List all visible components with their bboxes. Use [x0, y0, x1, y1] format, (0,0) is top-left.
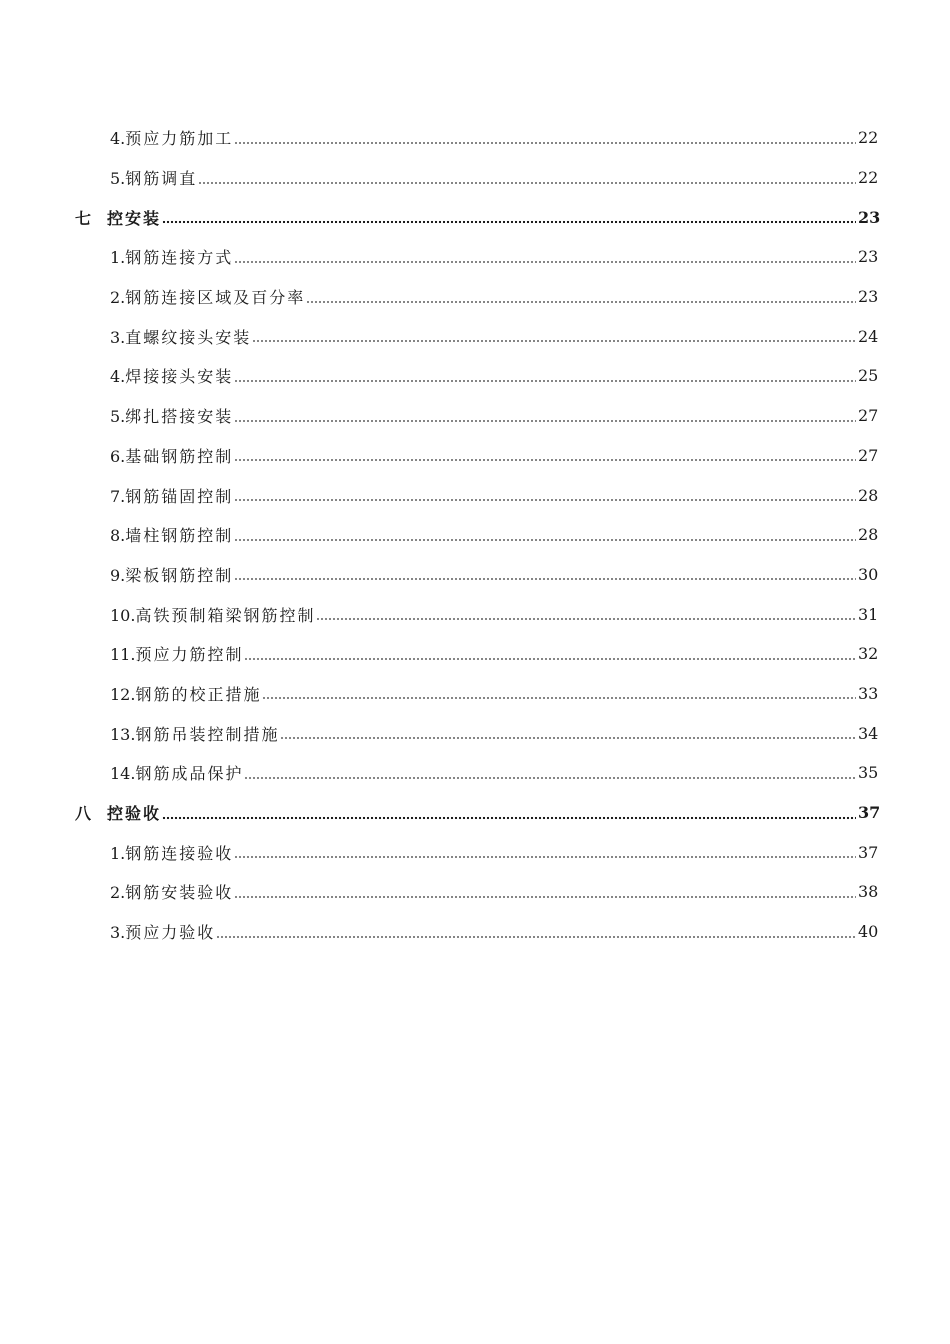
toc-entry-title: 钢筋的校正措施 — [135, 684, 262, 704]
toc-entry-label — [110, 444, 233, 467]
toc-entry[interactable] — [0, 158, 950, 198]
dot-leader — [316, 606, 856, 622]
dot-leader — [162, 805, 856, 821]
toc-entry-title: 墙柱钢筋控制 — [125, 526, 234, 546]
toc-entry[interactable] — [0, 396, 950, 436]
toc-chapter-entry[interactable] — [0, 793, 950, 833]
toc-entry-title: 预应力验收 — [125, 923, 216, 943]
toc-entry[interactable] — [0, 277, 950, 317]
toc-entry[interactable] — [0, 475, 950, 515]
toc-entry-title: 钢筋调直 — [125, 169, 198, 189]
toc-entry-title: 钢筋成品保护 — [135, 764, 244, 784]
toc-entry-label — [110, 563, 233, 586]
toc-entry-number: 5. — [110, 407, 126, 427]
toc-entry-number: 4. — [110, 129, 126, 149]
toc-entry-number: 3. — [110, 923, 126, 943]
toc-entry-page: 31 — [858, 604, 879, 624]
toc-entry-number: 1. — [110, 843, 126, 863]
toc-entry-label — [110, 484, 233, 507]
toc-entry-label — [110, 920, 215, 943]
toc-chapter-entry[interactable] — [0, 197, 950, 237]
dot-leader — [234, 249, 856, 265]
toc-entry-label — [110, 364, 233, 387]
toc-chapter-number: 八 — [75, 804, 92, 824]
toc-entry[interactable] — [0, 713, 950, 753]
toc-entry-number: 3. — [110, 327, 126, 347]
toc-entry-page: 22 — [858, 168, 879, 188]
toc-entry-page: 28 — [858, 525, 879, 545]
toc-entry[interactable] — [0, 436, 950, 476]
toc-entry-number: 11. — [110, 645, 136, 665]
dot-leader — [234, 408, 856, 424]
toc-entry[interactable] — [0, 515, 950, 555]
dot-leader — [234, 487, 856, 503]
toc-entry-page: 37 — [858, 803, 881, 823]
toc-entry-title: 钢筋锚固控制 — [125, 486, 234, 506]
toc-entry-page: 37 — [858, 842, 879, 862]
toc-entry-label — [110, 325, 251, 348]
toc-entry-label — [110, 880, 233, 903]
toc-entry-page: 34 — [858, 723, 879, 743]
dot-leader — [234, 368, 856, 384]
table-of-contents — [0, 118, 950, 951]
toc-entry-page: 30 — [858, 564, 879, 584]
toc-entry-label — [110, 166, 197, 189]
toc-entry-title: 高铁预制箱梁钢筋控制 — [135, 605, 316, 625]
toc-entry-label — [110, 523, 233, 546]
dot-leader — [262, 685, 856, 701]
toc-entry-number: 4. — [110, 367, 126, 387]
toc-entry-number: 8. — [110, 526, 126, 546]
toc-entry[interactable] — [0, 237, 950, 277]
toc-entry-number: 2. — [110, 288, 126, 308]
toc-entry-title: 预应力筋加工 — [125, 129, 234, 149]
toc-entry[interactable] — [0, 674, 950, 714]
toc-entry-page: 27 — [858, 406, 879, 426]
toc-entry[interactable] — [0, 753, 950, 793]
toc-entry-label — [110, 841, 233, 864]
toc-entry-page: 27 — [858, 445, 879, 465]
dot-leader — [244, 765, 856, 781]
toc-entry-title: 焊接接头安装 — [125, 367, 234, 387]
toc-entry[interactable] — [0, 832, 950, 872]
toc-entry-page: 25 — [858, 366, 879, 386]
toc-entry-page: 35 — [858, 763, 879, 783]
toc-entry-number: 1. — [110, 248, 126, 268]
toc-entry[interactable] — [0, 316, 950, 356]
toc-entry-title: 直螺纹接头安装 — [125, 327, 252, 347]
toc-entry-page: 38 — [858, 882, 879, 902]
toc-entry-page: 23 — [858, 207, 881, 227]
toc-chapter-title: 控安装 — [107, 208, 162, 228]
toc-entry[interactable] — [0, 912, 950, 952]
toc-entry-label — [110, 642, 243, 665]
toc-entry-label — [110, 245, 233, 268]
dot-leader — [252, 328, 856, 344]
toc-entry-title: 钢筋连接区域及百分率 — [125, 288, 306, 308]
toc-entry[interactable] — [0, 634, 950, 674]
dot-leader — [234, 566, 856, 582]
toc-entry-title: 绑扎搭接安装 — [125, 407, 234, 427]
dot-leader — [244, 646, 856, 662]
toc-entry[interactable] — [0, 356, 950, 396]
dot-leader — [234, 447, 856, 463]
toc-entry-title: 钢筋连接方式 — [125, 248, 234, 268]
toc-entry-number: 12. — [110, 684, 136, 704]
dot-leader — [234, 130, 856, 146]
toc-entry-page: 32 — [858, 644, 879, 664]
toc-entry-number: 14. — [110, 764, 136, 784]
dot-leader — [198, 170, 856, 186]
toc-entry-number: 5. — [110, 169, 126, 189]
toc-entry-title: 基础钢筋控制 — [125, 446, 234, 466]
dot-leader — [162, 209, 856, 225]
toc-entry-number: 13. — [110, 724, 136, 744]
toc-entry-page: 23 — [858, 247, 879, 267]
toc-chapter-number: 七 — [75, 208, 92, 228]
toc-entry-title: 梁板钢筋控制 — [125, 565, 234, 585]
toc-entry[interactable] — [0, 555, 950, 595]
dot-leader — [306, 289, 856, 305]
toc-entry-label — [110, 682, 261, 705]
toc-entry-label — [110, 404, 233, 427]
toc-entry-page: 22 — [858, 128, 879, 148]
toc-entry-page: 28 — [858, 485, 879, 505]
dot-leader — [216, 924, 856, 940]
dot-leader — [234, 884, 856, 900]
dot-leader — [234, 844, 856, 860]
toc-entry-number: 6. — [110, 446, 126, 466]
toc-entry-label — [110, 126, 233, 149]
toc-entry[interactable] — [0, 872, 950, 912]
toc-entry[interactable] — [0, 594, 950, 634]
dot-leader — [280, 725, 856, 741]
toc-chapter-title: 控验收 — [107, 804, 162, 824]
toc-entry-label — [110, 603, 315, 626]
dot-leader — [234, 527, 856, 543]
toc-entry-title: 钢筋吊装控制措施 — [135, 724, 280, 744]
toc-entry-number: 2. — [110, 883, 126, 903]
toc-entry-page: 23 — [858, 287, 879, 307]
toc-entry-number: 10. — [110, 605, 136, 625]
toc-entry-label — [75, 801, 161, 824]
toc-entry-label — [110, 722, 279, 745]
toc-entry-page: 40 — [858, 922, 879, 942]
toc-entry-label — [75, 206, 161, 229]
toc-entry-title: 钢筋连接验收 — [125, 843, 234, 863]
toc-entry[interactable] — [0, 118, 950, 158]
toc-entry-number: 7. — [110, 486, 126, 506]
toc-entry-title: 钢筋安装验收 — [125, 883, 234, 903]
toc-entry-label — [110, 761, 243, 784]
toc-entry-page: 24 — [858, 326, 879, 346]
toc-entry-page: 33 — [858, 683, 879, 703]
toc-entry-title: 预应力筋控制 — [135, 645, 244, 665]
toc-entry-number: 9. — [110, 565, 126, 585]
toc-entry-label — [110, 285, 305, 308]
